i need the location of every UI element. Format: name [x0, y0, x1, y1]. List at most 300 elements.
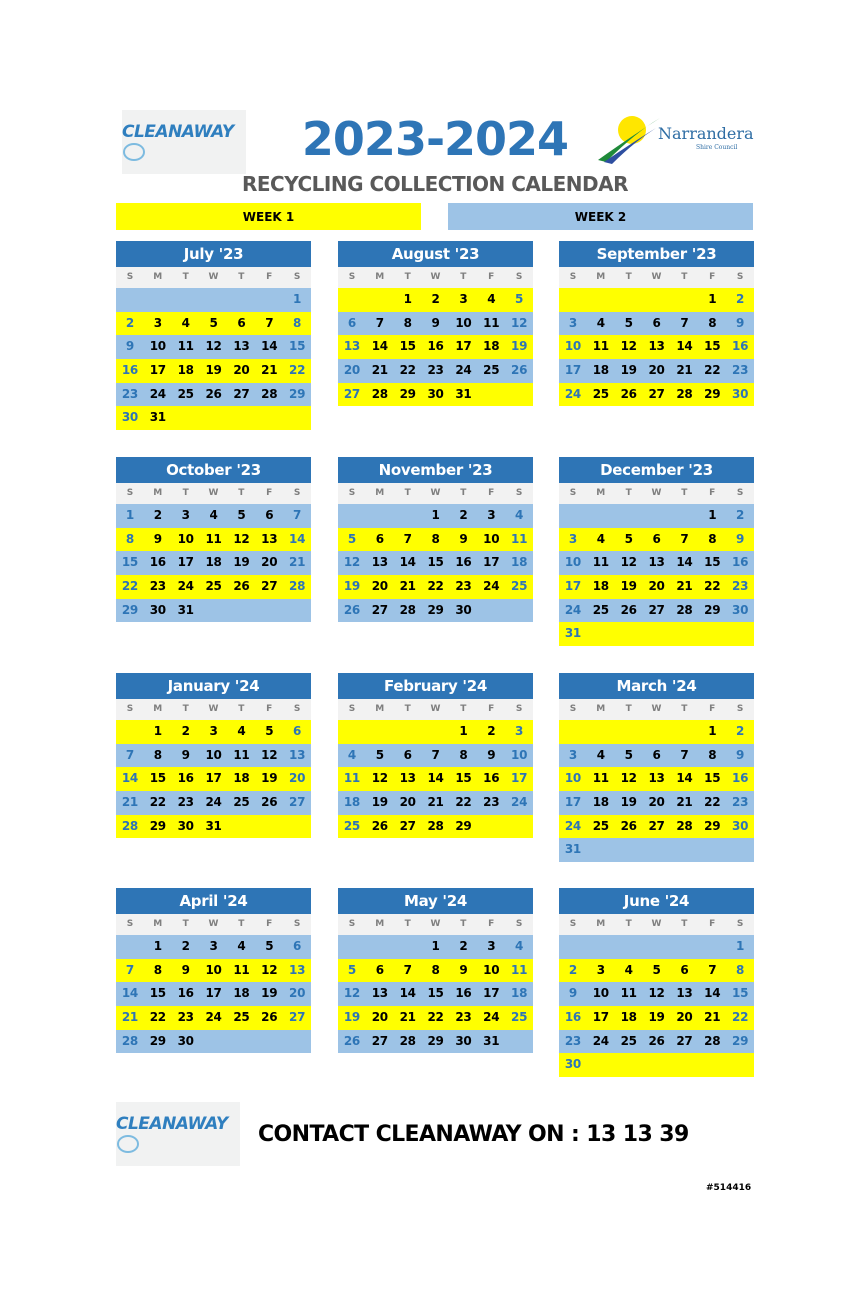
- weekday-label: W: [430, 704, 441, 714]
- weekday-label: M: [596, 919, 606, 929]
- week-row: [338, 720, 533, 744]
- day-cell: 20: [371, 579, 388, 594]
- week-row: [559, 935, 754, 959]
- day-cell: 25: [483, 363, 500, 378]
- day-cell: 8: [403, 315, 412, 330]
- day-cell: 3: [568, 315, 577, 330]
- day-cell: 14: [399, 555, 416, 570]
- day-cell: 22: [149, 1010, 166, 1025]
- week-row: [116, 312, 311, 336]
- day-cell: 18: [592, 579, 609, 594]
- weekday-label: W: [208, 488, 219, 498]
- day-cell: 28: [399, 1033, 416, 1048]
- weekday-header: [338, 267, 533, 288]
- weekday-label: M: [596, 488, 606, 498]
- month-1: [338, 241, 533, 406]
- empty-cell: [394, 935, 422, 959]
- day-cell: 10: [511, 747, 528, 762]
- week-row: [116, 744, 311, 768]
- day-cell: 16: [732, 555, 749, 570]
- empty-cell: [615, 838, 643, 862]
- weekday-label: S: [348, 488, 356, 498]
- empty-cell: [422, 720, 450, 744]
- month-2: [559, 241, 754, 406]
- day-cell: 13: [648, 339, 665, 354]
- day-cell: 14: [121, 771, 138, 786]
- week-row: [116, 504, 311, 528]
- day-cell: 4: [596, 315, 605, 330]
- day-cell: 19: [233, 555, 250, 570]
- day-cell: 20: [261, 555, 278, 570]
- weekday-label: M: [596, 704, 606, 714]
- day-cell: 30: [732, 386, 749, 401]
- day-cell: 27: [289, 795, 306, 810]
- day-cell: 11: [592, 555, 609, 570]
- day-cell: 11: [511, 962, 528, 977]
- day-cell: 22: [289, 363, 306, 378]
- day-cell: 24: [564, 602, 581, 617]
- day-cell: 6: [652, 531, 661, 546]
- empty-cell: [643, 1053, 671, 1077]
- day-cell: 10: [564, 771, 581, 786]
- weekday-label: W: [651, 488, 662, 498]
- day-cell: 7: [293, 508, 302, 522]
- empty-cell: [366, 720, 394, 744]
- empty-cell: [338, 504, 366, 528]
- day-cell: 12: [620, 555, 637, 570]
- cleanaway-logo-text: CLEANAWAY: [116, 1114, 228, 1134]
- day-cell: 5: [209, 315, 218, 330]
- day-cell: 21: [121, 1010, 138, 1025]
- day-cell: 4: [181, 315, 190, 330]
- day-cell: 15: [704, 339, 721, 354]
- day-cell: 17: [564, 795, 581, 810]
- empty-cell: [394, 504, 422, 528]
- narrandera-name: Narrandera: [658, 124, 754, 143]
- day-cell: 27: [371, 1033, 388, 1048]
- weekday-label: F: [488, 704, 495, 714]
- day-cell: 10: [455, 315, 472, 330]
- day-cell: 21: [427, 795, 444, 810]
- week-row: [116, 288, 311, 312]
- day-cell: 20: [371, 1010, 388, 1025]
- day-cell: 30: [427, 386, 444, 401]
- day-cell: 27: [648, 602, 665, 617]
- weekday-label: W: [430, 919, 441, 929]
- day-cell: 10: [592, 986, 609, 1001]
- day-cell: 8: [708, 747, 717, 762]
- day-cell: 29: [399, 386, 416, 401]
- weekday-header: [338, 699, 533, 720]
- weekday-label: F: [709, 919, 716, 929]
- empty-cell: [283, 599, 311, 623]
- week-row: [559, 359, 754, 383]
- month-title: September '23: [559, 241, 754, 267]
- empty-cell: [477, 599, 505, 623]
- week-row: [559, 838, 754, 862]
- weekday-label: S: [515, 919, 523, 929]
- day-cell: 14: [427, 771, 444, 786]
- day-cell: 31: [483, 1033, 500, 1048]
- day-cell: 6: [403, 747, 412, 762]
- day-cell: 17: [149, 363, 166, 378]
- day-cell: 11: [177, 339, 194, 354]
- day-cell: 24: [564, 818, 581, 833]
- day-cell: 21: [399, 579, 416, 594]
- empty-cell: [726, 1053, 754, 1077]
- weekday-label: T: [681, 704, 688, 714]
- day-cell: 7: [265, 315, 274, 330]
- swirl-icon: [117, 1135, 139, 1153]
- day-cell: 25: [205, 579, 222, 594]
- day-cell: 16: [455, 986, 472, 1001]
- day-cell: 4: [237, 724, 246, 738]
- weekday-header: [559, 483, 754, 504]
- empty-cell: [366, 288, 394, 312]
- week-row: [559, 982, 754, 1006]
- week-row: [559, 720, 754, 744]
- day-cell: 25: [233, 1010, 250, 1025]
- day-cell: 28: [676, 818, 693, 833]
- day-cell: 23: [732, 363, 749, 378]
- week-row: [559, 599, 754, 623]
- weekday-label: M: [375, 919, 385, 929]
- day-cell: 10: [149, 339, 166, 354]
- day-cell: 2: [736, 724, 745, 738]
- day-cell: 1: [708, 508, 717, 522]
- day-cell: 26: [371, 818, 388, 833]
- weekday-label: S: [736, 704, 744, 714]
- day-cell: 17: [455, 339, 472, 354]
- day-cell: 18: [177, 363, 194, 378]
- empty-cell: [505, 815, 533, 839]
- day-cell: 13: [289, 747, 306, 762]
- day-cell: 30: [732, 602, 749, 617]
- day-cell: 11: [205, 531, 222, 546]
- day-cell: 20: [233, 363, 250, 378]
- day-cell: 26: [620, 386, 637, 401]
- day-cell: 23: [149, 579, 166, 594]
- day-cell: 14: [261, 339, 278, 354]
- empty-cell: [227, 288, 255, 312]
- day-cell: 7: [125, 747, 134, 762]
- empty-cell: [116, 288, 144, 312]
- day-cell: 24: [564, 386, 581, 401]
- day-cell: 6: [347, 315, 356, 330]
- day-cell: 4: [209, 508, 218, 522]
- week-row: [338, 959, 533, 983]
- empty-cell: [587, 935, 615, 959]
- empty-cell: [283, 1030, 311, 1054]
- weekday-label: S: [569, 919, 577, 929]
- weekday-label: S: [736, 272, 744, 282]
- day-cell: 6: [265, 508, 274, 522]
- week-row: [338, 599, 533, 623]
- weekday-label: S: [569, 272, 577, 282]
- day-cell: 8: [431, 531, 440, 546]
- weekday-label: M: [375, 704, 385, 714]
- empty-cell: [172, 288, 200, 312]
- day-cell: 31: [149, 410, 166, 425]
- day-cell: 21: [261, 363, 278, 378]
- week-row: [338, 935, 533, 959]
- empty-cell: [643, 838, 671, 862]
- day-cell: 6: [237, 315, 246, 330]
- day-cell: 25: [343, 818, 360, 833]
- empty-cell: [615, 720, 643, 744]
- day-cell: 12: [205, 339, 222, 354]
- empty-cell: [172, 406, 200, 430]
- week-row: [559, 767, 754, 791]
- day-cell: 22: [427, 1010, 444, 1025]
- month-9: [116, 888, 311, 1053]
- weekday-header: [559, 914, 754, 935]
- weekday-label: T: [681, 488, 688, 498]
- week-row: [559, 575, 754, 599]
- day-cell: 2: [431, 292, 440, 306]
- narrandera-logo: [596, 110, 756, 165]
- day-cell: 4: [515, 939, 524, 953]
- day-cell: 19: [261, 986, 278, 1001]
- day-cell: 26: [511, 363, 528, 378]
- day-cell: 24: [483, 579, 500, 594]
- day-cell: 17: [205, 771, 222, 786]
- cleanaway-logo-top: [122, 110, 246, 174]
- day-cell: 11: [592, 771, 609, 786]
- day-cell: 18: [592, 363, 609, 378]
- day-cell: 19: [261, 771, 278, 786]
- empty-cell: [670, 622, 698, 646]
- day-cell: 25: [592, 818, 609, 833]
- day-cell: 25: [592, 602, 609, 617]
- weekday-label: T: [404, 272, 411, 282]
- day-cell: 8: [125, 531, 134, 546]
- month-5: [559, 457, 754, 646]
- day-cell: 3: [596, 962, 605, 977]
- day-cell: 19: [648, 1010, 665, 1025]
- day-cell: 2: [459, 508, 468, 522]
- day-cell: 18: [511, 555, 528, 570]
- day-cell: 21: [289, 555, 306, 570]
- day-cell: 9: [125, 339, 134, 354]
- empty-cell: [200, 1030, 228, 1054]
- day-cell: 16: [149, 555, 166, 570]
- day-cell: 5: [375, 747, 384, 762]
- day-cell: 31: [177, 602, 194, 617]
- day-cell: 28: [676, 386, 693, 401]
- day-cell: 22: [704, 363, 721, 378]
- day-cell: 21: [676, 579, 693, 594]
- empty-cell: [338, 720, 366, 744]
- day-cell: 7: [403, 962, 412, 977]
- month-title: November '23: [338, 457, 533, 483]
- day-cell: 29: [704, 602, 721, 617]
- day-cell: 28: [427, 818, 444, 833]
- day-cell: 8: [153, 962, 162, 977]
- week-row: [116, 791, 311, 815]
- day-cell: 29: [704, 386, 721, 401]
- day-cell: 30: [455, 602, 472, 617]
- day-cell: 26: [205, 386, 222, 401]
- day-cell: 27: [343, 386, 360, 401]
- weekday-label: S: [348, 919, 356, 929]
- weekday-label: F: [266, 488, 273, 498]
- empty-cell: [643, 288, 671, 312]
- empty-cell: [255, 599, 283, 623]
- empty-cell: [227, 599, 255, 623]
- week-row: [116, 335, 311, 359]
- weekday-label: W: [208, 704, 219, 714]
- contact-text: CONTACT CLEANAWAY ON : 13 13 39: [258, 1122, 689, 1147]
- day-cell: 3: [459, 292, 468, 306]
- day-cell: 3: [568, 747, 577, 762]
- weekday-label: M: [153, 488, 163, 498]
- day-cell: 1: [293, 292, 302, 306]
- empty-cell: [227, 815, 255, 839]
- empty-cell: [505, 1030, 533, 1054]
- month-title: January '24: [116, 673, 311, 699]
- day-cell: 17: [511, 771, 528, 786]
- day-cell: 8: [708, 315, 717, 330]
- day-cell: 7: [403, 531, 412, 546]
- day-cell: 26: [343, 602, 360, 617]
- day-cell: 27: [371, 602, 388, 617]
- empty-cell: [615, 1053, 643, 1077]
- day-cell: 23: [732, 579, 749, 594]
- day-cell: 30: [732, 818, 749, 833]
- narrandera-subtitle: Shire Council: [696, 144, 738, 151]
- day-cell: 19: [343, 579, 360, 594]
- week-row: [116, 815, 311, 839]
- day-cell: 2: [181, 724, 190, 738]
- day-cell: 13: [343, 339, 360, 354]
- weekday-label: T: [625, 272, 632, 282]
- weekday-label: S: [126, 488, 134, 498]
- month-title: February '24: [338, 673, 533, 699]
- day-cell: 1: [125, 508, 134, 522]
- weekday-label: W: [208, 272, 219, 282]
- day-cell: 28: [261, 386, 278, 401]
- day-cell: 10: [483, 962, 500, 977]
- weekday-label: M: [596, 272, 606, 282]
- day-cell: 18: [233, 771, 250, 786]
- day-cell: 9: [736, 747, 745, 762]
- day-cell: 14: [371, 339, 388, 354]
- day-cell: 24: [592, 1033, 609, 1048]
- month-title: October '23: [116, 457, 311, 483]
- week-row: [116, 959, 311, 983]
- day-cell: 18: [592, 795, 609, 810]
- day-cell: 1: [459, 724, 468, 738]
- day-cell: 17: [483, 986, 500, 1001]
- day-cell: 20: [343, 363, 360, 378]
- day-cell: 7: [708, 962, 717, 977]
- week-row: [338, 1006, 533, 1030]
- day-cell: 25: [511, 1010, 528, 1025]
- day-cell: 3: [153, 315, 162, 330]
- day-cell: 18: [233, 986, 250, 1001]
- week-row: [559, 528, 754, 552]
- day-cell: 28: [121, 818, 138, 833]
- day-cell: 15: [149, 986, 166, 1001]
- empty-cell: [366, 935, 394, 959]
- day-cell: 2: [125, 315, 134, 330]
- day-cell: 4: [596, 531, 605, 546]
- day-cell: 15: [427, 986, 444, 1001]
- weekday-label: M: [153, 272, 163, 282]
- day-cell: 27: [261, 579, 278, 594]
- day-cell: 31: [564, 842, 581, 857]
- day-cell: 9: [459, 962, 468, 977]
- day-cell: 28: [121, 1033, 138, 1048]
- day-cell: 8: [736, 962, 745, 977]
- day-cell: 10: [177, 531, 194, 546]
- empty-cell: [726, 838, 754, 862]
- day-cell: 3: [181, 508, 190, 522]
- day-cell: 29: [149, 818, 166, 833]
- day-cell: 13: [371, 986, 388, 1001]
- empty-cell: [559, 288, 587, 312]
- empty-cell: [116, 935, 144, 959]
- day-cell: 5: [347, 531, 356, 546]
- empty-cell: [670, 288, 698, 312]
- day-cell: 24: [177, 579, 194, 594]
- day-cell: 12: [261, 962, 278, 977]
- week-row: [116, 528, 311, 552]
- weekday-label: F: [488, 919, 495, 929]
- day-cell: 28: [289, 579, 306, 594]
- week-row: [116, 720, 311, 744]
- day-cell: 25: [511, 579, 528, 594]
- empty-cell: [200, 406, 228, 430]
- day-cell: 9: [487, 747, 496, 762]
- day-cell: 6: [293, 724, 302, 738]
- weekday-label: S: [515, 272, 523, 282]
- day-cell: 23: [564, 1033, 581, 1048]
- day-cell: 15: [149, 771, 166, 786]
- week-row: [338, 504, 533, 528]
- empty-cell: [587, 622, 615, 646]
- month-4: [338, 457, 533, 622]
- day-cell: 27: [648, 386, 665, 401]
- week-row: [338, 575, 533, 599]
- day-cell: 7: [375, 315, 384, 330]
- weekday-header: [338, 483, 533, 504]
- day-cell: 13: [676, 986, 693, 1001]
- page-subtitle: RECYCLING COLLECTION CALENDAR: [241, 172, 629, 196]
- day-cell: 3: [209, 939, 218, 953]
- day-cell: 19: [511, 339, 528, 354]
- day-cell: 1: [153, 939, 162, 953]
- weekday-label: T: [182, 704, 189, 714]
- day-cell: 17: [564, 363, 581, 378]
- weekday-label: T: [460, 272, 467, 282]
- day-cell: 1: [708, 292, 717, 306]
- day-cell: 10: [205, 747, 222, 762]
- day-cell: 11: [233, 747, 250, 762]
- empty-cell: [200, 288, 228, 312]
- weekday-label: F: [488, 488, 495, 498]
- empty-cell: [338, 935, 366, 959]
- week-row: [338, 359, 533, 383]
- day-cell: 5: [515, 292, 524, 306]
- day-cell: 23: [177, 795, 194, 810]
- day-cell: 18: [205, 555, 222, 570]
- empty-cell: [670, 720, 698, 744]
- day-cell: 8: [293, 315, 302, 330]
- day-cell: 2: [181, 939, 190, 953]
- day-cell: 5: [652, 962, 661, 977]
